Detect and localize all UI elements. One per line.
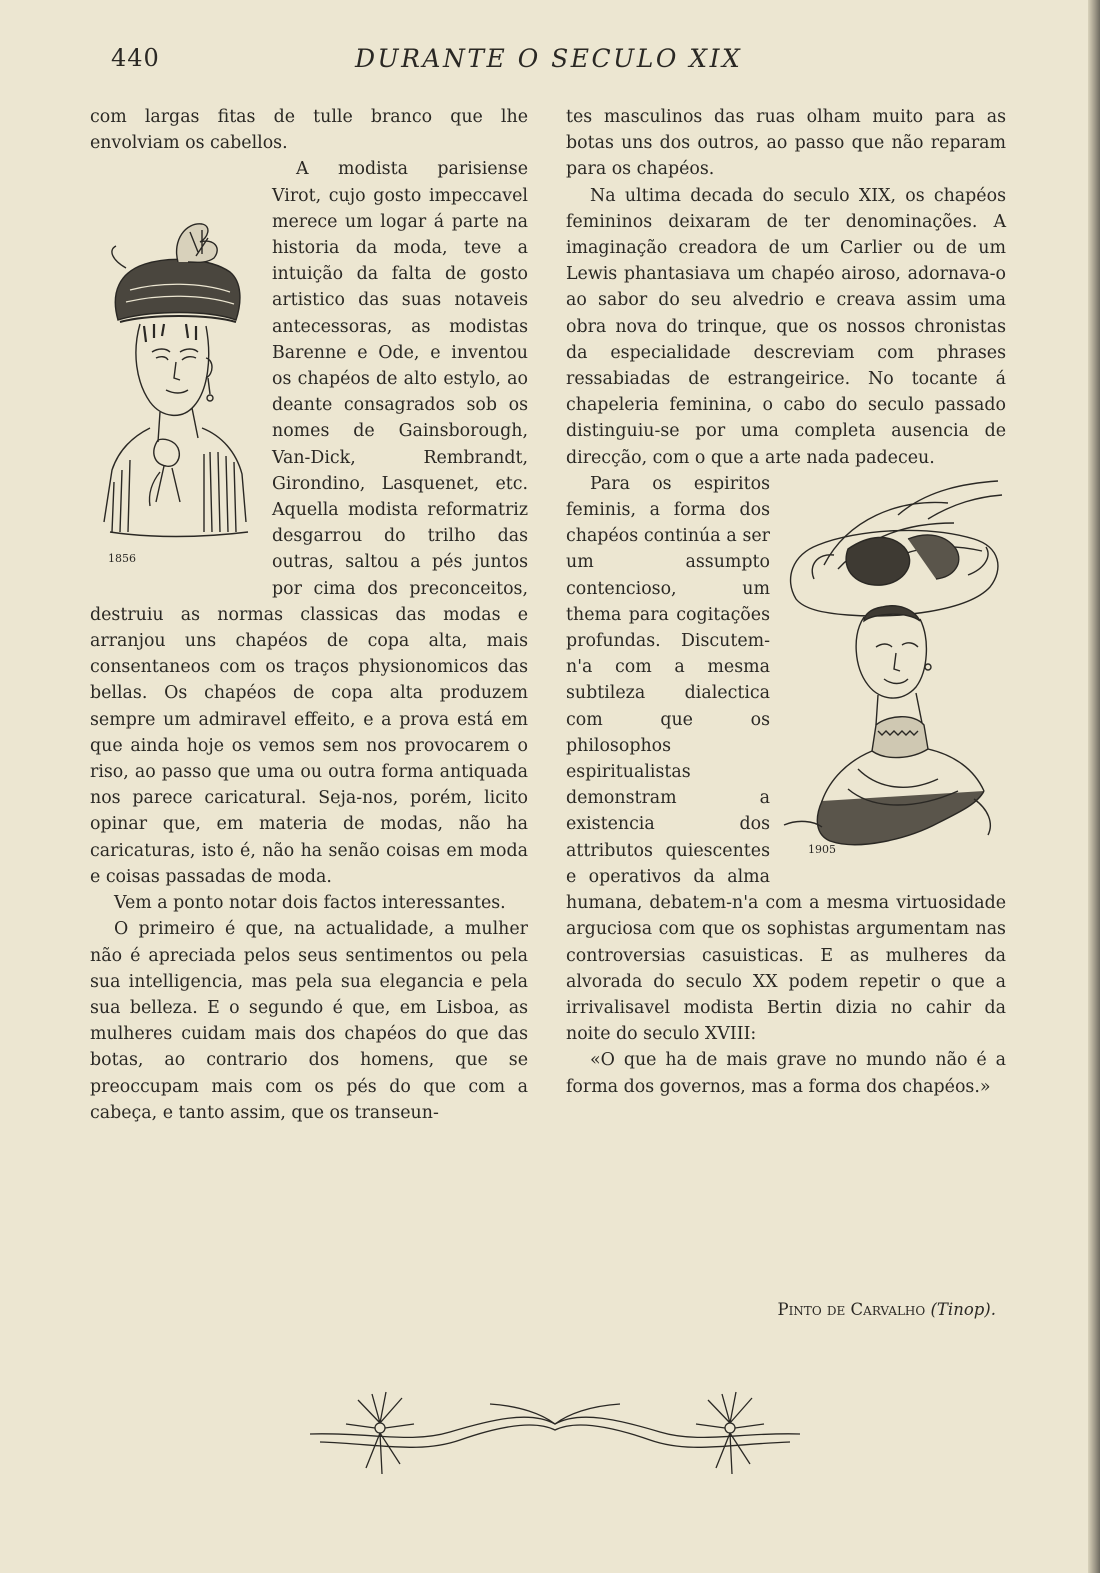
woman-portrait-1856-icon (90, 202, 264, 578)
paragraph: com largas fitas de tulle branco que lhe envolviam os cabellos. (90, 107, 528, 154)
illustration-1905 (778, 479, 1006, 871)
paragraph: A modista parisiense Virot, cujo gosto impeccavel merece um logar á parte na historia da moda, teve a intuição da falta de gosto artistico das suas notaveis antecessoras, as modistas Barenne e Ode, e inventou os chapéos de alto estylo, ao deante consagrados sob os nomes de Gainsborough, Van-Dick, Rembrandt, Girondino, Lasquenet, etc. Aquella modista reformatriz desgarrou do trilho das outras, saltou a pés juntos por cima dos preconceitos, destruiu as normas classicas das modas e arranjou uns chapéos de copa alta, mais consentaneos com os traços physionomicos das bellas. Os chapéos de copa alta produzem sempre um admiravel effeito, e a prova está em que ainda hoje os vemos sem nos provocarem o riso, ao passo que uma ou outra forma antiquada nos parece caricatural. Seja-nos, porém, licito opinar que, em materia de modas, não ha caricaturas, isto é, não ha senão coisas em moda e coisas passadas de moda. (90, 159, 528, 887)
right-column (566, 104, 1006, 1100)
author-pseudonym: (Tinop). (930, 1300, 996, 1319)
paragraph: Na ultima decada do seculo XIX, os chapéos femininos deixaram de ter denominações. A imaginação creadora de um Carlier ou de um Lewis phantasiava um chapéo airoso, adornava-o ao sabor do seu alvedrio e creava assim uma obra nova do trinque, que os nossos chronistas da especialidade descreviam com phrases ressabiadas de estrangeirice. No tocante á chapeleria feminina, o cabo do seculo passado distinguiu-se por uma completa ausencia de direcção, com o que a arte nada padeceu. (566, 185, 1006, 468)
paragraph: «O que ha de mais grave no mundo não é a forma dos governos, mas a forma dos chapéos.» (566, 1050, 1006, 1097)
illustration-1856 (90, 202, 264, 578)
paragraph: Vem a ponto notar dois factos interessantes. (114, 893, 506, 914)
paragraph: Para os espiritos feminis, a forma dos chapéos continúa a ser um assumpto contencioso, um thema para cogitações profundas. Discutem-n'a com a mesma subtileza dialectica com que os philosophos espiritualistas demonstram a existencia dos attributos quiescentes e operativos da alma humana, debatem-n'a com a mesma virtuosidade arguciosa com que os sophistas argumentam nas controversias casuisticas. E as mulheres da alvorada do seculo XX podem repetir o que a irrivalisavel modista Bertin dizia no cahir da noite do seculo XVIII: (566, 473, 1006, 1045)
author-signature (696, 1300, 996, 1319)
page-number: 440 (111, 44, 160, 72)
closing-ornament (310, 1384, 800, 1484)
illustration-caption-1905: 1905 (808, 842, 836, 856)
author-name: Pinto de Carvalho (777, 1300, 926, 1319)
paragraph: O primeiro é que, na actualidade, a mulher não é apreciada pelos seus sentimentos ou pela sua intelligencia, mas pela sua elegancia e pela sua belleza. E o segundo é que, em Lisboa, as mulheres cuidam mais dos chapéos do que das botas, ao contrario dos homens, que se preoccupam mais com os pés do que com a cabeça, e tanto assim, que os transeun- (90, 919, 528, 1123)
page-binding-edge (1088, 0, 1100, 1573)
page-header (0, 44, 1100, 84)
running-title: DURANTE O SECULO XIX (355, 44, 743, 73)
illustration-caption-1856: 1856 (108, 552, 136, 566)
floral-flourish-ornament-icon (310, 1384, 800, 1480)
paragraph: tes masculinos das ruas olham muito para as botas uns dos outros, ao passo que não reparam para os chapéos. (566, 107, 1006, 180)
woman-feathered-hat-1905-icon (778, 479, 1006, 871)
left-column (90, 104, 528, 1126)
